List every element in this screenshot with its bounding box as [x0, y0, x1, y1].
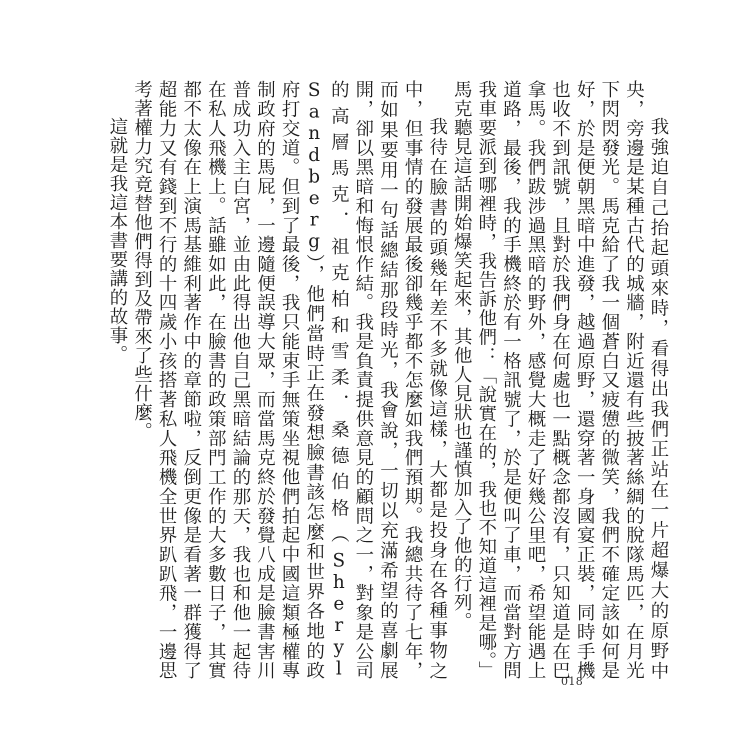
paragraph-1: 我強迫自己抬起頭來時，看得出我們正站在一片超爆大的原野中央，旁邊是某種古代的城牆，附近還有些披著絲綢的脫隊馬匹，在月光下閃閃發光。馬克給了我一個蒼白又疲憊的微笑，我們不確定該如何是好，於是便朝黑暗中進發，越過原野，還穿著一身國宴正裝，同時手機也收不到訊號，且對於我們身在何處也一點概念都沒有，只知道是在巴拿馬。我們跋涉過黑暗的野外，感覺大概走了好幾公里吧，希望能遇上道路，最後，我的手機終於有一格訊號了，於是便叫了車，而當對方問我車要派到哪裡時，我告訴他們：「說實在的，我也不知道這裡是哪。」馬克聽見這話開始爆笑起來，其他人見狀也謹慎加入了他的行列。	[451, 80, 669, 680]
paragraph-3: 這就是我這本書要講的故事。	[106, 116, 128, 364]
vertical-text-body	[104, 80, 670, 680]
paragraph-2: 我待在臉書的頭幾年差不多就像這樣，大都是投身在各種事物之中，但事情的發展最後卻幾乎都不怎麼如我們預期。我總共待了七年，而如果要用一句話總結那段時光，我會說，一切以充滿希望的喜劇展開，卻以黑暗和悔恨作結。我是負責提供意見的顧問之一，對象是公司的高層馬克．祖克柏和雪柔．桑德伯格（Sheryl Sandberg），他們當時正在發想臉書該怎麼和世界各地的政府打交道。但到了最後，我只能束手無策坐視他們拍起中國這類極權專制政府的馬屁，一邊隨便誤導大眾，而當馬克終於發覺八成是臉書害川普成功入主白宮，並由此得出他自己黑暗結論的那天，我也和他一起待在私人飛機上。話雖如此，在臉書的政策部門工作的大多數日子，其實都不太像在上演馬基維利著作中的章節啦，反倒更像是看著一群獲得了超能力又有錢到不行的十四歲小孩搭著私人飛機全世界趴趴飛，一邊思考著權力究竟替他們得到及帶來了些什麼。	[131, 80, 448, 680]
page-number: 018	[561, 675, 584, 688]
